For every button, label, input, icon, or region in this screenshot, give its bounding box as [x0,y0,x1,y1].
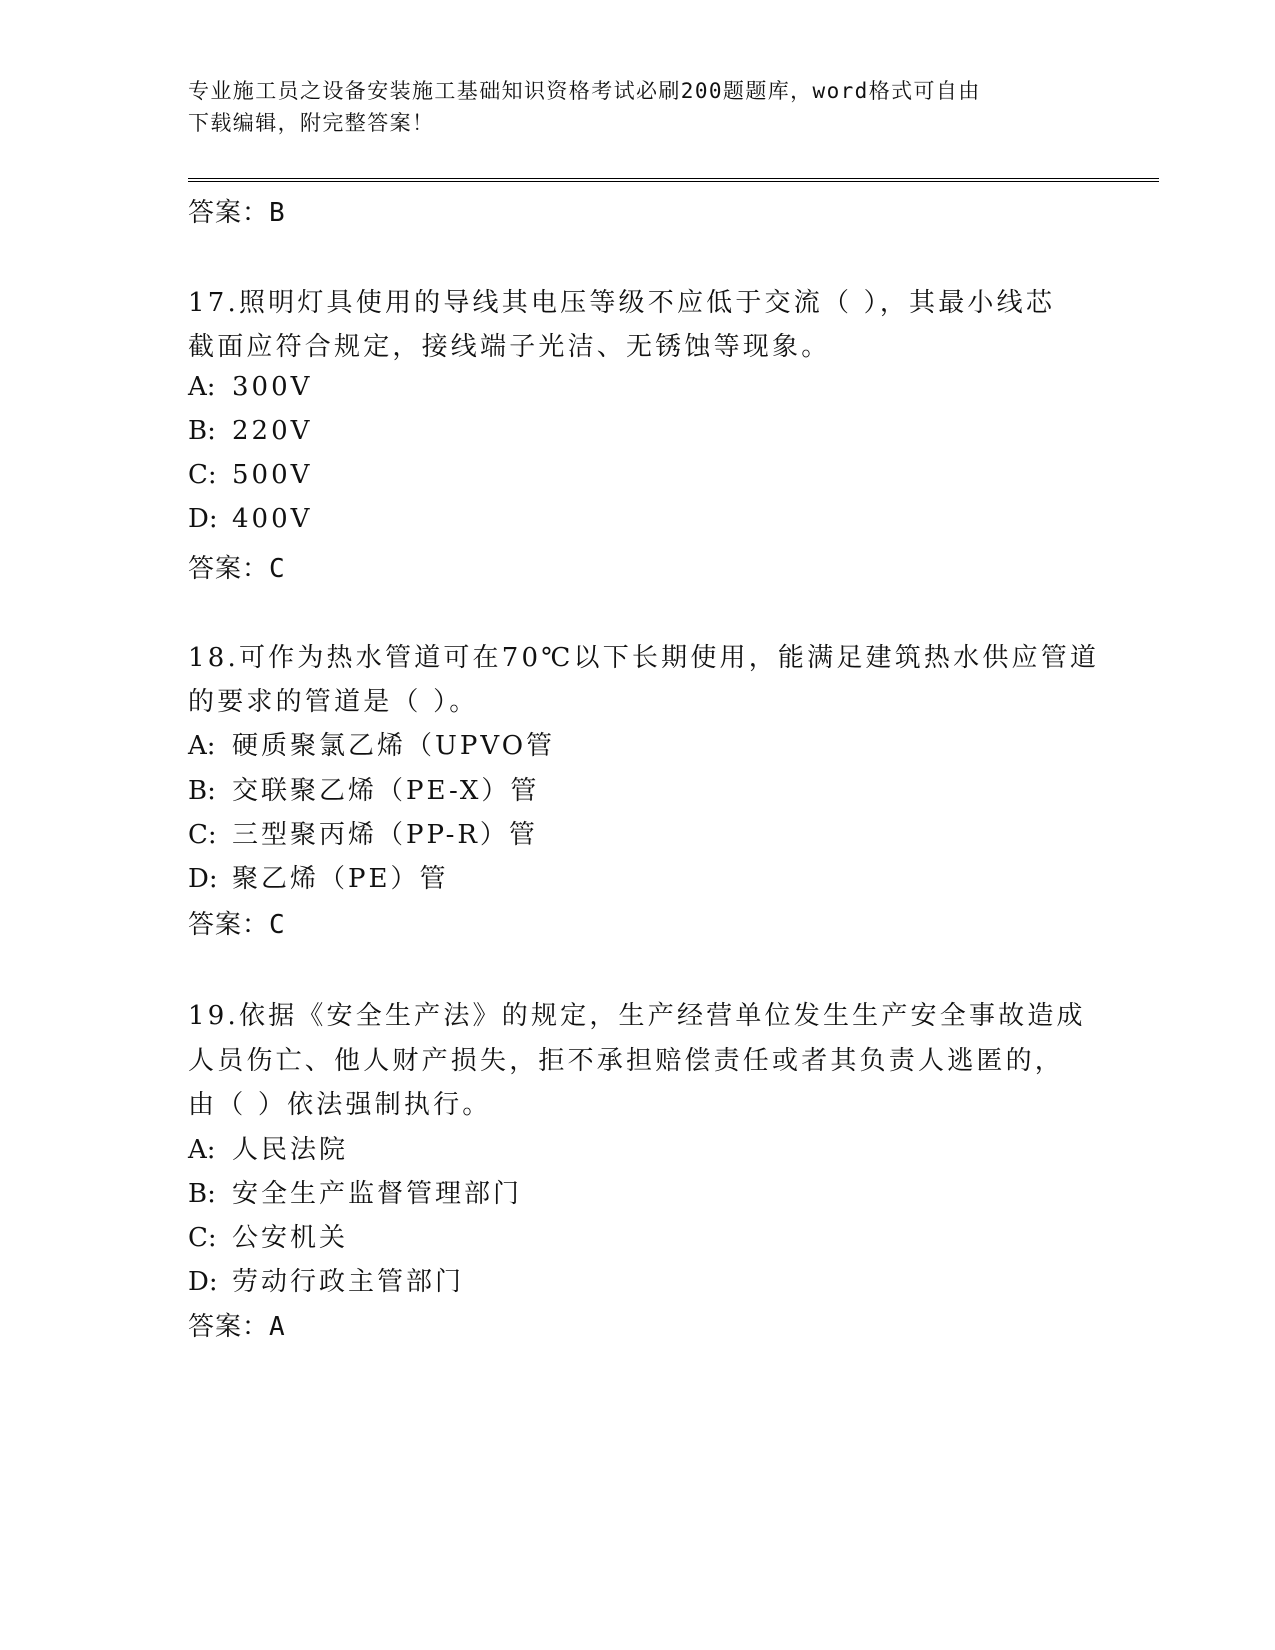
question-17-line-1: 17.照明灯具使用的导线其电压等级不应低于交流（ ），其最小线芯 [188,288,1056,318]
question-17-option-c [188,460,312,490]
answer-value: A [269,1312,286,1342]
option-text: 220V [232,416,313,446]
question-17-answer [188,548,286,585]
answer-value: C [269,910,286,940]
option-key: D: [188,864,218,894]
question-19-line-3: 由（ ）依法强制执行。 [188,1090,492,1120]
document-header-line-1: 专业施工员之设备安装施工基础知识资格考试必刷200题题库，word格式可自由 [188,79,981,103]
option-key: C: [188,820,217,850]
answer-label: 答案： [188,1312,270,1342]
answer-line [188,192,286,229]
question-19-option-c [188,1217,348,1254]
option-key: D: [188,1267,218,1297]
option-key: A: [188,372,216,402]
question-19-option-d [188,1261,464,1298]
option-text: 400V [232,504,313,534]
question-19-line-2: 人员伤亡、他人财产损失，拒不承担赔偿责任或者其负责人逃匿的， [188,1046,1065,1076]
option-key: C: [188,460,217,490]
answer-label: 答案： [188,198,270,228]
option-key: B: [188,776,216,806]
answer-label: 答案： [188,554,270,584]
option-text: 三型聚丙烯（PP-R）管 [232,820,538,850]
answer-label: 答案： [188,910,270,940]
question-18-option-b [188,770,539,807]
question-17-line-2: 截面应符合规定，接线端子光洁、无锈蚀等现象。 [188,332,831,362]
option-text: 交联聚乙烯（PE-X）管 [232,776,540,806]
question-17-option-b [188,416,312,446]
option-text: 硬质聚氯乙烯（UPVO管 [232,731,556,761]
header-double-rule [188,178,1159,182]
answer-value: C [269,554,286,584]
answer-value: B [269,198,286,228]
option-text: 人民法院 [232,1135,349,1165]
option-key: B: [188,416,216,446]
question-18-line-1: 18.可作为热水管道可在70℃以下长期使用，能满足建筑热水供应管道 [188,643,1100,673]
question-19-line-1: 19.依据《安全生产法》的规定，生产经营单位发生生产安全事故造成 [188,1001,1086,1031]
option-text: 500V [232,460,313,490]
question-19-option-b [188,1173,522,1210]
question-18-line-2: 的要求的管道是（ ）。 [188,687,479,717]
option-text: 公安机关 [232,1223,349,1253]
question-17-option-a [188,372,312,402]
option-key: D: [188,504,218,534]
question-19-answer [188,1306,286,1343]
option-key: B: [188,1179,216,1209]
document-header-line-2: 下载编辑，附完整答案！ [188,111,435,135]
option-text: 劳动行政主管部门 [232,1267,465,1297]
question-18-option-d [188,858,448,895]
option-text: 安全生产监督管理部门 [232,1179,523,1209]
question-18-option-a [188,725,555,762]
question-17-option-d [188,504,312,534]
option-text: 300V [232,372,313,402]
option-key: C: [188,1223,217,1253]
question-19-option-a [188,1129,348,1166]
question-18-option-c [188,814,538,851]
option-text: 聚乙烯（PE）管 [232,864,449,894]
question-18-answer [188,904,286,941]
option-key: A: [188,1135,216,1165]
option-key: A: [188,731,216,761]
